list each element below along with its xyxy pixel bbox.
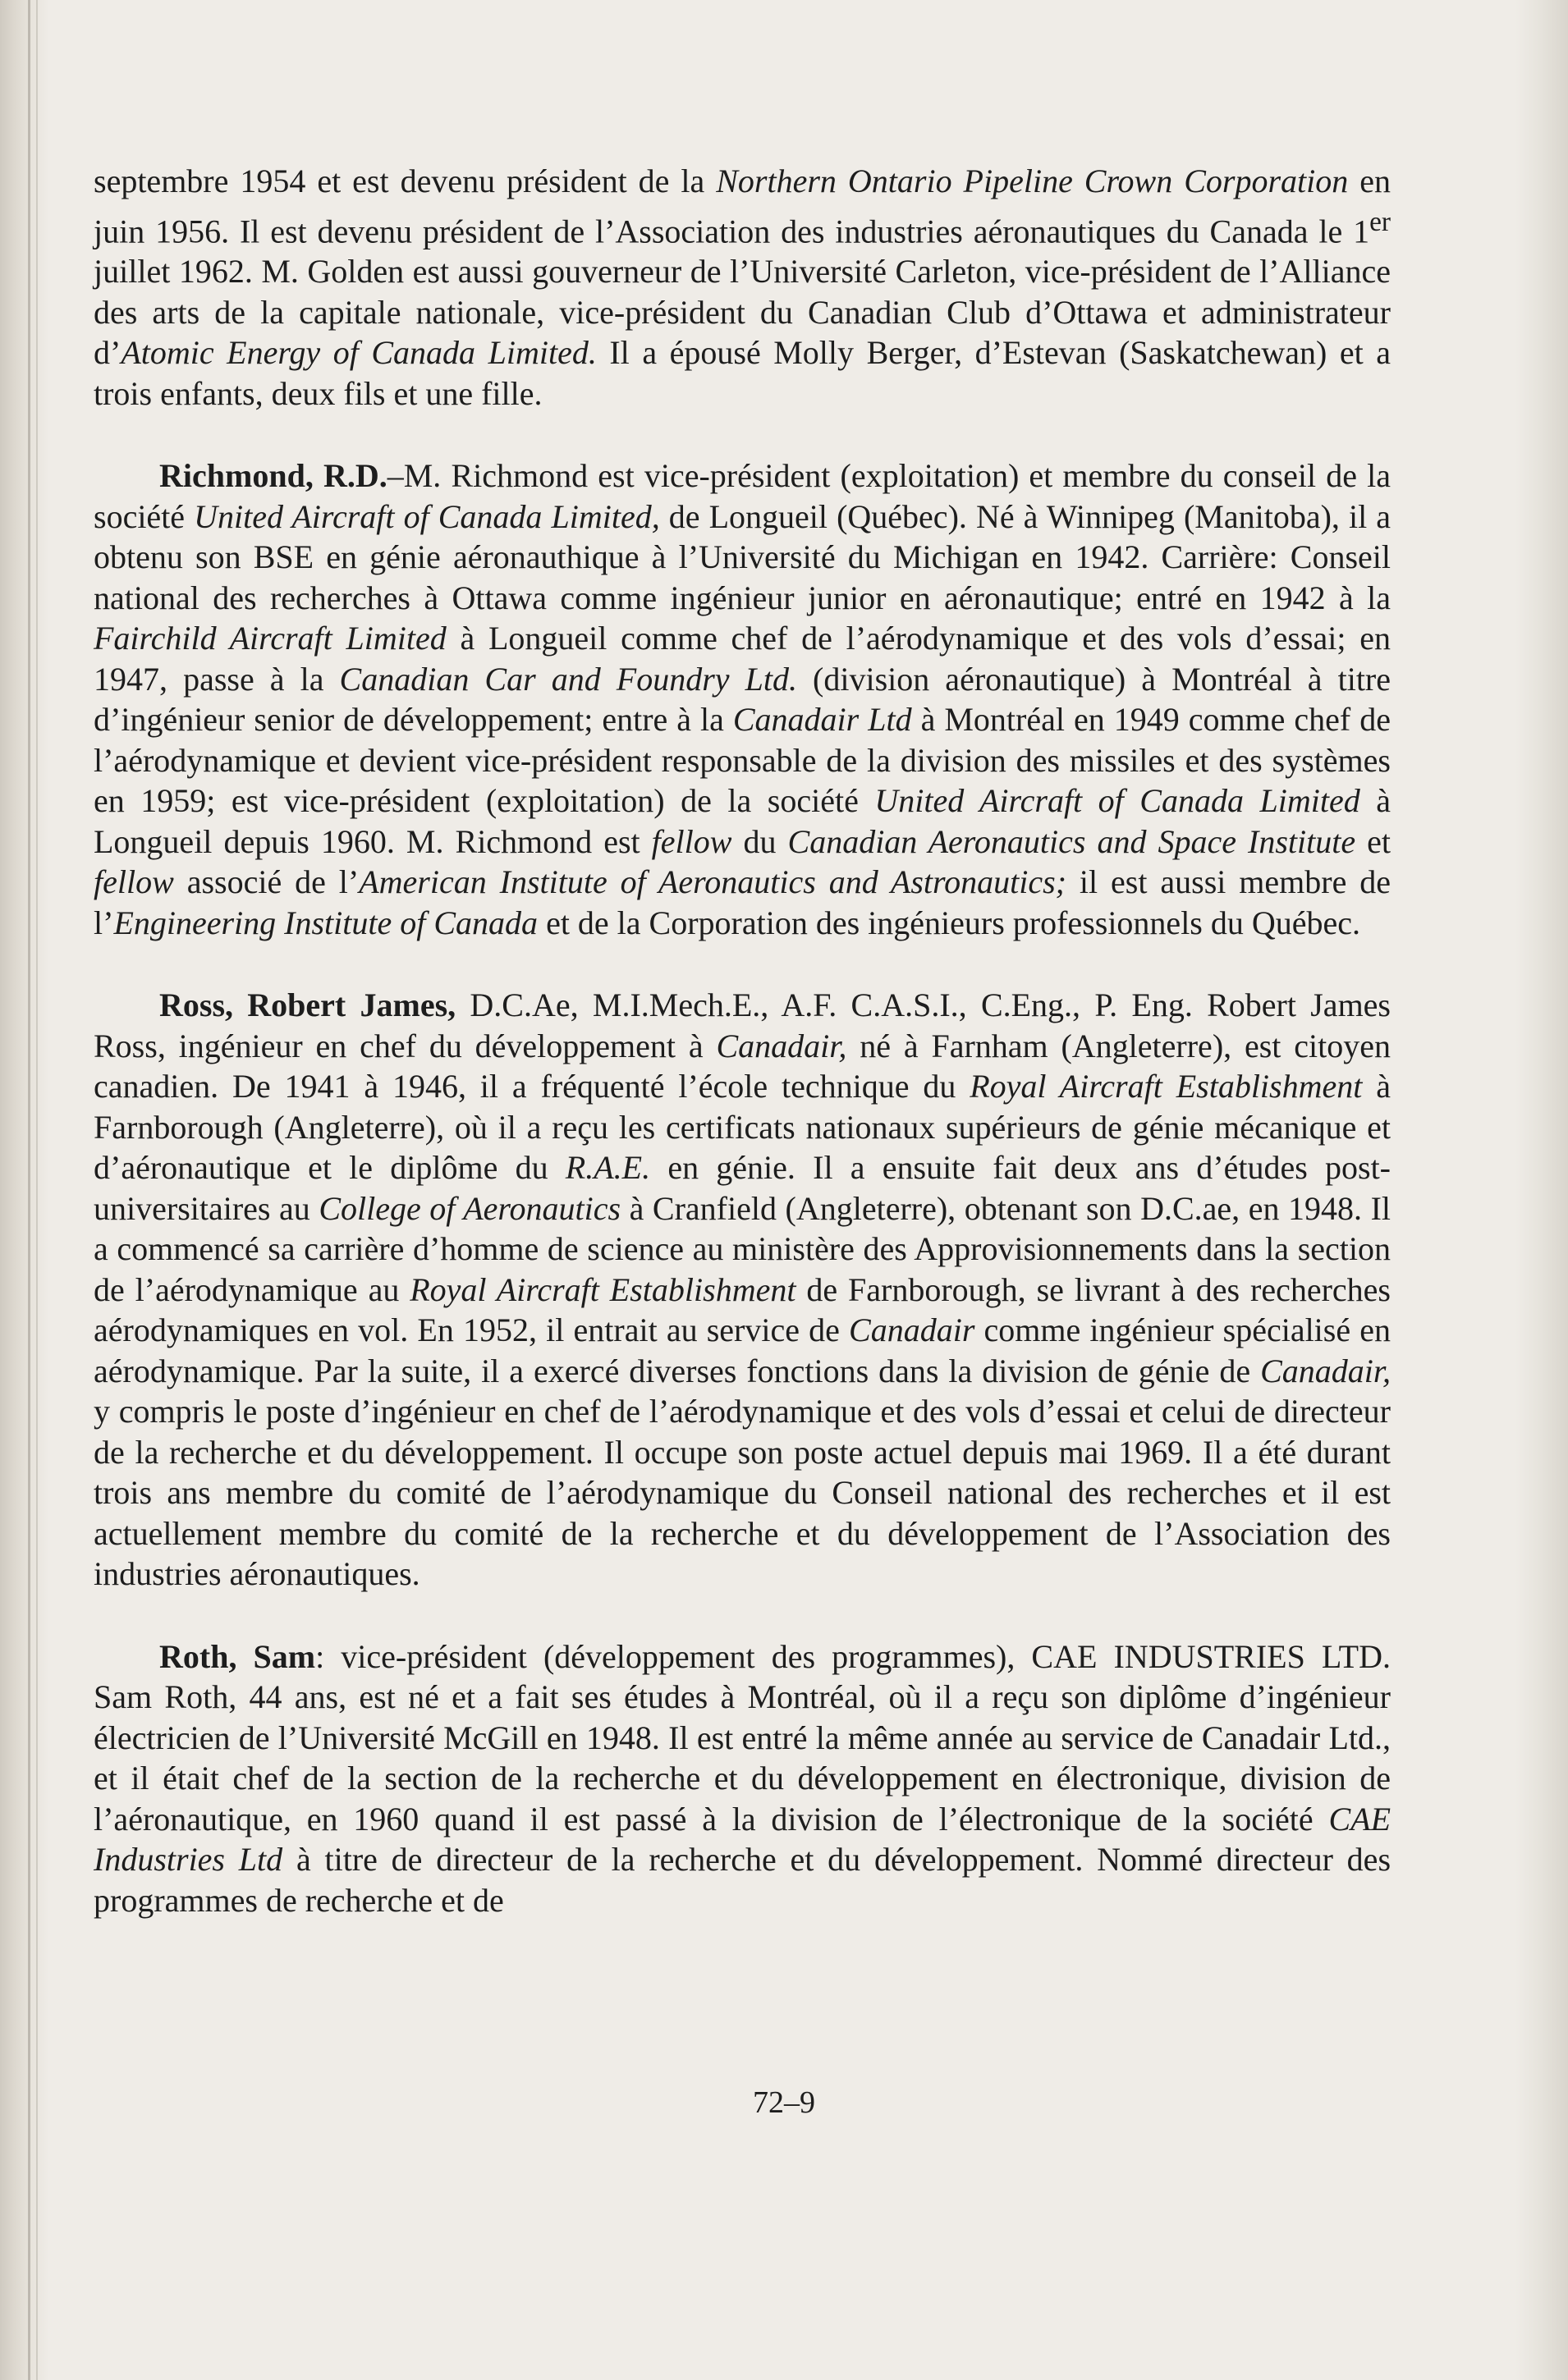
text-run: en génie. Il a ensuite fait deux ans d’études post-universitaires au [94, 1149, 1391, 1227]
text-run: à Cranfield (Angleterre), obtenant son D.C.ae, en 1948. Il a commencé sa carrière d’homme de science au ministère des Approvisionnements dans la section de l’aérodynamique au [94, 1189, 1391, 1308]
binding-crease [28, 0, 30, 2380]
text-run: du [731, 822, 788, 860]
entry-name: Richmond, R.D. [159, 457, 387, 495]
italic-org-name: Canadair [849, 1311, 975, 1349]
italic-org-name: Northern Ontario Pipeline Crown Corporation [716, 162, 1349, 199]
italic-org-name: Atomic Energy of Canada Limited. [121, 334, 597, 372]
paragraph-golden-continued [94, 161, 1391, 414]
text-run: de Farnborough, se livrant à des recherches aérodynamiques en vol. En 1952, il entrait au service de [94, 1270, 1391, 1349]
italic-org-name: Royal Aircraft Establishment [970, 1068, 1363, 1105]
text-run: (division aéronautique) à Montréal à titre d’ingénieur senior de développement; entre à la [94, 660, 1391, 739]
text-run: de Longueil (Québec). Né à Winnipeg (Manitoba), il a obtenu son BSE en génie aéronauthique à l’Université du Michigan en 1942. Carrière: Conseil national des recherches à Ottawa comme ingénieur junior en aéronautique; entré en 1942 à la [94, 497, 1391, 616]
italic-org-name: Canadian Aeronautics and Space Institute [787, 822, 1356, 860]
text-run: y compris le poste d’ingénieur en chef de l’aérodynamique et des vols d’essai et celui de directeur de la recherche et du développement. Il occupe son poste actuel depuis mai 1969. Il a été durant trois ans membre du comité de l’aérodynamique du Conseil national des recherches et il est actuellement membre du comité de la recherche et du développement de l’Association des industries aéronautiques. [94, 1393, 1391, 1593]
italic-org-name: Canadian Car and Foundry Ltd. [339, 660, 797, 698]
italic-org-name: American Institute of Aeronautics and Astronautics; [359, 863, 1066, 901]
text-run: en juin 1956. Il est devenu président de l’Association des industries aéronautiques du Canada le 1 [94, 162, 1391, 249]
text-run: et de la Corporation des ingénieurs professionnels du Québec. [538, 904, 1361, 941]
ordinal-superscript: er [1369, 206, 1391, 237]
italic-abbreviation: R.A.E. [565, 1149, 651, 1187]
text-run: à Longueil comme chef de l’aérodynamique et des vols d’essai; en 1947, passe à la [94, 620, 1391, 698]
entry-roth [94, 1636, 1391, 1921]
italic-org-name: Engineering Institute of Canada [113, 904, 539, 941]
text-run: et [1355, 822, 1391, 860]
text-run: –M. Richmond est vice-président (exploitation) et membre du conseil de la société [94, 457, 1391, 535]
text-run: Il a épousé Molly Berger, d’Estevan (Saskatchewan) et a trois enfants, deux fils et une fille. [94, 334, 1391, 412]
page-number: 72–9 [753, 2085, 815, 2120]
italic-org-name: United Aircraft of Canada Limited, [194, 497, 660, 535]
page-edge-shadow [1515, 0, 1568, 2380]
entry-richmond [94, 455, 1391, 943]
binding-shadow [0, 0, 49, 2380]
text-run: D.C.Ae, M.I.Mech.E., A.F. C.A.S.I., C.Eng., P. Eng. Robert James Ross, ingénieur en chef du développement à [94, 986, 1391, 1064]
entry-name: Ross, Robert James, [159, 986, 456, 1024]
italic-org-name: Canadair Ltd [732, 701, 912, 739]
text-run: à Longueil depuis 1960. M. Richmond est [94, 782, 1391, 860]
binding-crease-secondary [36, 0, 38, 2380]
text-run: à titre de directeur de la recherche et du développement. Nommé directeur des programmes de recherche et de [94, 1841, 1391, 1919]
entry-name: Roth, Sam [159, 1637, 316, 1675]
text-run: à Montréal en 1949 comme chef de l’aérodynamique et devient vice-président responsable de la division des missiles et des systèmes en 1959; est vice-président (exploitation) de la société [94, 701, 1391, 820]
text-run: né à Farnham (Angleterre), est citoyen canadien. De 1941 à 1946, il a fréquenté l’école technique du [94, 1027, 1391, 1105]
italic-org-name: College of Aeronautics [319, 1189, 621, 1227]
text-run: septembre 1954 et est devenu président de la [94, 162, 717, 199]
text-run: à Farnborough (Angleterre), où il a reçu les certificats nationaux supérieurs de génie mécanique et d’aéronautique et le diplôme du [94, 1068, 1391, 1187]
text-run: : vice-président (développement des programmes), CAE INDUSTRIES LTD. Sam Roth, 44 ans, est né et a fait ses études à Montréal, où il a reçu son diplôme d’ingénieur électricien de l’Université McGill en 1948. Il est entré la même année au service de Canadair Ltd., et il était chef de la section de la recherche et du développement en électronique, division de l’aéronautique, en 1960 quand il est passé à la division de l’électronique de la société [94, 1637, 1391, 1838]
entry-ross [94, 985, 1391, 1595]
italic-term: fellow [651, 822, 732, 860]
italic-term: fellow [94, 863, 174, 901]
italic-org-name: Canadair, [1260, 1352, 1391, 1389]
italic-org-name: Canadair, [716, 1027, 847, 1064]
text-run: associé de l’ [173, 863, 360, 901]
text-run: juillet 1962. M. Golden est aussi gouverneur de l’Université Carleton, vice-président de l’Alliance des arts de la capitale nationale, vice-président du Canadian Club d’Ottawa et administrateur d’ [94, 253, 1391, 372]
text-run: il est aussi membre de l’ [94, 863, 1391, 941]
italic-org-name: United Aircraft of Canada Limited [874, 782, 1360, 820]
italic-org-name: Royal Aircraft Establishment [410, 1270, 796, 1308]
italic-org-name: Fairchild Aircraft Limited [94, 620, 447, 657]
italic-org-name: CAE Industries Ltd [94, 1800, 1391, 1879]
text-run: comme ingénieur spécialisé en aérodynamique. Par la suite, il a exercé diverses fonctions dans la division de génie de [94, 1311, 1391, 1389]
page-body [94, 161, 1391, 1920]
